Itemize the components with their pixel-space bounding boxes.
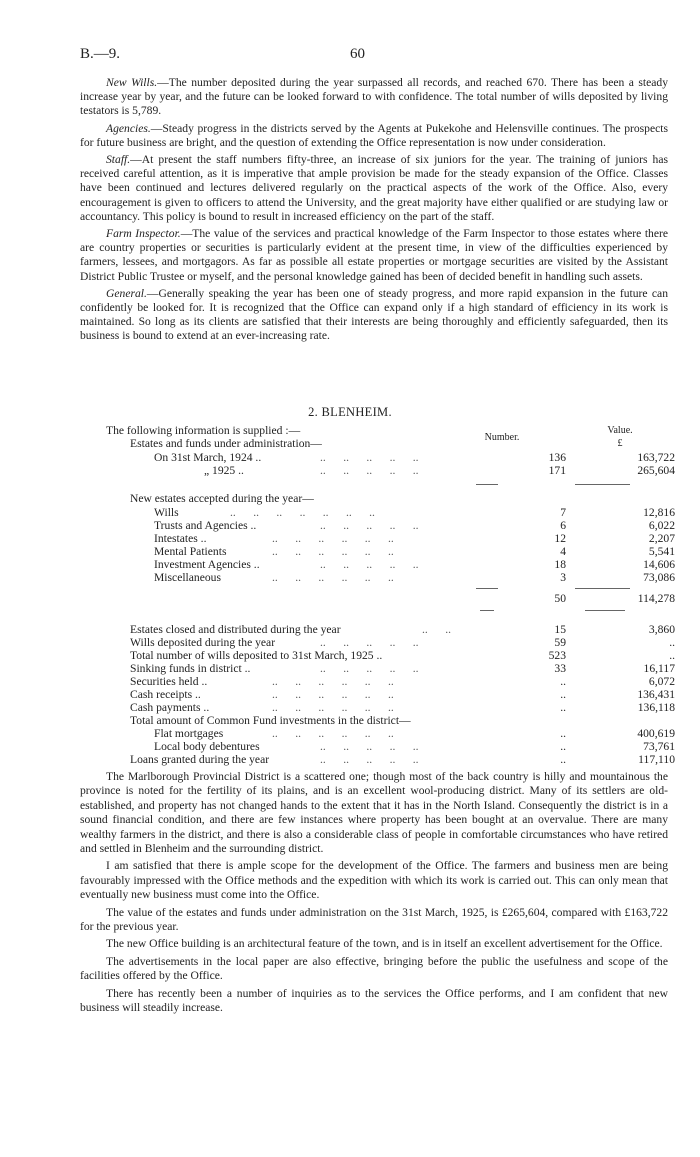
table-intro (80, 424, 680, 438)
leader-dots: .. .. .. .. .. .. (272, 545, 394, 558)
divider (480, 610, 494, 611)
statistics-table (80, 424, 680, 764)
leader-dots: .. .. .. .. .. (320, 451, 419, 464)
leader-dots: .. .. .. .. .. .. (272, 688, 394, 701)
paragraph-general (80, 287, 668, 344)
row-value: 12,816 (643, 506, 675, 519)
leader-dots: .. .. .. .. .. .. (272, 727, 394, 740)
paragraph-lead: Agencies. (106, 121, 151, 135)
table-section-header (80, 492, 680, 506)
paragraph-lead: General. (106, 286, 147, 300)
row-label: Estates and funds under administration— (130, 437, 322, 450)
row-value: 73,086 (643, 571, 675, 584)
row-value: 14,606 (643, 558, 675, 571)
table-row (80, 636, 680, 650)
paragraph-lead: Farm Inspector. (106, 227, 181, 241)
table-row (80, 688, 680, 702)
row-value: 16,117 (643, 662, 675, 675)
row-value: 163,722 (637, 451, 675, 464)
leader-dots: .. .. .. .. .. .. .. (230, 506, 375, 519)
leader-dots: .. .. .. .. .. (320, 636, 419, 649)
row-number: .. (560, 740, 566, 753)
row-label: Miscellaneous (154, 571, 221, 584)
paragraph: The advertisements in the local paper are also effective, bringing before the public the usefulness and scope of the facilities offered by the Office. (80, 954, 668, 983)
table-row (80, 506, 680, 520)
divider (476, 588, 498, 589)
row-label: Wills deposited during the year (130, 636, 276, 649)
row-number: 18 (554, 558, 566, 571)
table-row (80, 623, 680, 637)
column-header-number: Number. (484, 432, 520, 443)
table-row (80, 662, 680, 676)
paragraph: The new Office building is an architectural feature of the town, and is in itself an excellent advertisement for the Office. (106, 937, 663, 951)
row-value: .. (669, 649, 675, 662)
table-row (80, 571, 680, 585)
table-row (80, 740, 680, 754)
row-label: On 31st March, 1924 .. (154, 451, 262, 464)
page-number: 60 (350, 46, 365, 62)
row-label: Total number of wills deposited to 31st March, 1925 .. (130, 649, 383, 662)
column-header-unit: £ (617, 438, 623, 449)
paragraph-new-wills (80, 76, 668, 119)
row-value: 73,761 (643, 740, 675, 753)
row-label: Loans granted during the year (130, 753, 270, 766)
leader-dots: .. .. .. .. .. .. (272, 571, 394, 584)
row-value: 2,207 (648, 532, 675, 545)
table-section-header (80, 714, 680, 728)
paragraph-staff (80, 153, 668, 224)
divider (575, 588, 630, 589)
row-number: 171 (548, 464, 566, 477)
row-label: Mental Patients (154, 545, 227, 558)
leader-dots: .. .. .. .. .. (320, 519, 419, 532)
total-value: 114,278 (637, 592, 675, 605)
row-number: 59 (554, 636, 566, 649)
row-number: 136 (548, 451, 566, 464)
table-row (80, 675, 680, 689)
row-number: .. (560, 727, 566, 740)
paragraph-text: —The value of the services and practical knowledge of the Farm Inspector to those estates where there are country properties or securities is particularly evident at the present time, in view of the difficulties experienced by farmers, lessees, and mortgagors. As far as possible all estate properties or mortgage securities are visited by the Assistant District Public Trustee or myself, and the personal knowledge gained has been of decided benefit in handling such assets. (80, 227, 669, 283)
row-value: 265,604 (637, 464, 675, 477)
leader-dots: .. .. .. .. .. (320, 662, 419, 675)
table-section-header (80, 437, 680, 451)
row-number: .. (560, 701, 566, 714)
leader-dots: .. .. .. .. .. .. (272, 532, 394, 545)
row-value: .. (669, 636, 675, 649)
row-label: Total amount of Common Fund investments in the district— (130, 714, 411, 727)
row-number: .. (560, 688, 566, 701)
row-number: .. (560, 675, 566, 688)
row-label: New estates accepted during the year— (130, 492, 314, 505)
table-row (80, 727, 680, 741)
divider (575, 484, 630, 485)
row-number: 7 (560, 506, 566, 519)
row-number: 4 (560, 545, 566, 558)
paragraph-farm-inspector (80, 227, 668, 284)
document-code: B.—9. (80, 46, 121, 62)
leader-dots: .. .. .. .. .. (320, 464, 419, 477)
paragraph: I am satisfied that there is ample scope for the development of the Office. The farmers and business men are being favourably impressed with the Office methods and the expedition with which its work is carried out. This can only mean that eventually new business must come into the Office. (80, 859, 668, 902)
paragraph-lead: Staff. (106, 153, 131, 167)
row-value: 136,118 (637, 701, 675, 714)
paragraph-text: —Steady progress in the districts served by the Agents at Pukekohe and Helensville continues. The prospects for future business are bright, and the question of extending the Office representation is now under consideration. (80, 121, 668, 149)
row-number: 15 (554, 623, 566, 636)
table-row (80, 649, 680, 663)
paragraph: There has recently been a number of inquiries as to the services the Office performs, and I am confident that new business will steadily increase. (80, 986, 668, 1015)
table-row (80, 532, 680, 546)
row-number: 12 (554, 532, 566, 545)
row-value: 5,541 (648, 545, 675, 558)
table-row (80, 558, 680, 572)
row-value: 3,860 (648, 623, 675, 636)
divider (476, 484, 498, 485)
table-total-row (80, 592, 680, 606)
row-label: Trusts and Agencies .. (154, 519, 257, 532)
column-header-value: Value. (607, 425, 633, 436)
leader-dots: .. .. .. .. .. .. (272, 675, 394, 688)
row-label: Cash payments .. (130, 701, 210, 714)
paragraph-agencies (80, 122, 668, 150)
table-row (80, 451, 680, 465)
paragraph-text: —The number deposited during the year surpassed all records, and reached 670. There has been a steady increase year by year, and the future can be looked forward to with confidence. The total number of wills deposited by living testators is 5,789. (80, 76, 668, 118)
paragraph-text: —Generally speaking the year has been one of steady progress, and more rapid expansion in the future can confidently be looked for. It is recognized that the Office can expand only if a high standard of efficiency in its work is maintained. So long as its clients are satisfied that their interests are being thoroughly and efficiently safeguarded, then its business is bound to extend at an ever-increasing rate. (80, 286, 668, 343)
leader-dots: .. .. .. .. .. .. (272, 701, 394, 714)
paragraph: The value of the estates and funds under administration on the 31st March, 1925, is £265,604, compared with £163,722 for the previous year. (80, 905, 668, 934)
intro-section (80, 76, 668, 347)
row-label: Flat mortgages (154, 727, 224, 740)
section-title: 2. BLENHEIM. (308, 405, 392, 419)
row-label: Investment Agencies .. (154, 558, 260, 571)
divider (585, 610, 625, 611)
row-value: 6,022 (648, 519, 675, 532)
table-row (80, 519, 680, 533)
row-label: Intestates .. (154, 532, 207, 545)
row-label: Estates closed and distributed during the year (130, 623, 341, 636)
row-label: „ 1925 .. (204, 464, 244, 477)
total-number: 50 (554, 592, 566, 605)
row-label: The following information is supplied :— (106, 424, 301, 437)
row-value: 400,619 (637, 727, 675, 740)
table-row (80, 753, 680, 767)
row-number: 6 (560, 519, 566, 532)
leader-dots: .. .. (422, 623, 451, 636)
leader-dots: .. .. .. .. .. (320, 558, 419, 571)
row-label: Local body debentures (154, 740, 260, 753)
leader-dots: .. .. .. .. .. (320, 753, 419, 766)
table-row (80, 701, 680, 715)
table-row (80, 545, 680, 559)
paragraph-lead: New Wills. (106, 76, 158, 89)
row-number: .. (560, 753, 566, 766)
closing-section (80, 770, 668, 1019)
row-label: Cash receipts .. (130, 688, 201, 701)
row-label: Securities held .. (130, 675, 208, 688)
row-number: 523 (548, 649, 566, 662)
row-value: 136,431 (637, 688, 675, 701)
paragraph: The Marlborough Provincial District is a scattered one; though most of the back country is hilly and mountainous the province is noted for the fertility of its plains, and is an excellent wool-producing district. Many of its settlers are old-established, and property has not changed hands to the extent that it has in the North Island. Consequently the district is in a sound financial condition, and there are few instances where property has been bought at an overvalue. There are many wealthy farmers in the district, and there is also a considerable class of people in comfortable circumstances who have retired and settled in Blenheim and the surrounding district. (80, 770, 668, 856)
row-value: 117,110 (638, 753, 675, 766)
table-row (80, 464, 680, 478)
row-number: 3 (560, 571, 566, 584)
paragraph-text: —At present the staff numbers fifty-three, an increase of six juniors for the year. The training of juniors has received careful attention, as it is imperative that ample provision be made for the steady expansion of the Office. Classes have been continued and lectures delivered regularly on the practical aspects of the work of the Office. Also, every encouragement is given to officers to attend the University, and the great majority have either qualified or are studying law or accountancy. This policy is bound to result in increased efficiency on the part of the staff. (80, 153, 668, 223)
row-value: 6,072 (648, 675, 675, 688)
row-label: Wills (154, 506, 179, 519)
row-number: 33 (554, 662, 566, 675)
leader-dots: .. .. .. .. .. (320, 740, 419, 753)
row-label: Sinking funds in district .. (130, 662, 251, 675)
